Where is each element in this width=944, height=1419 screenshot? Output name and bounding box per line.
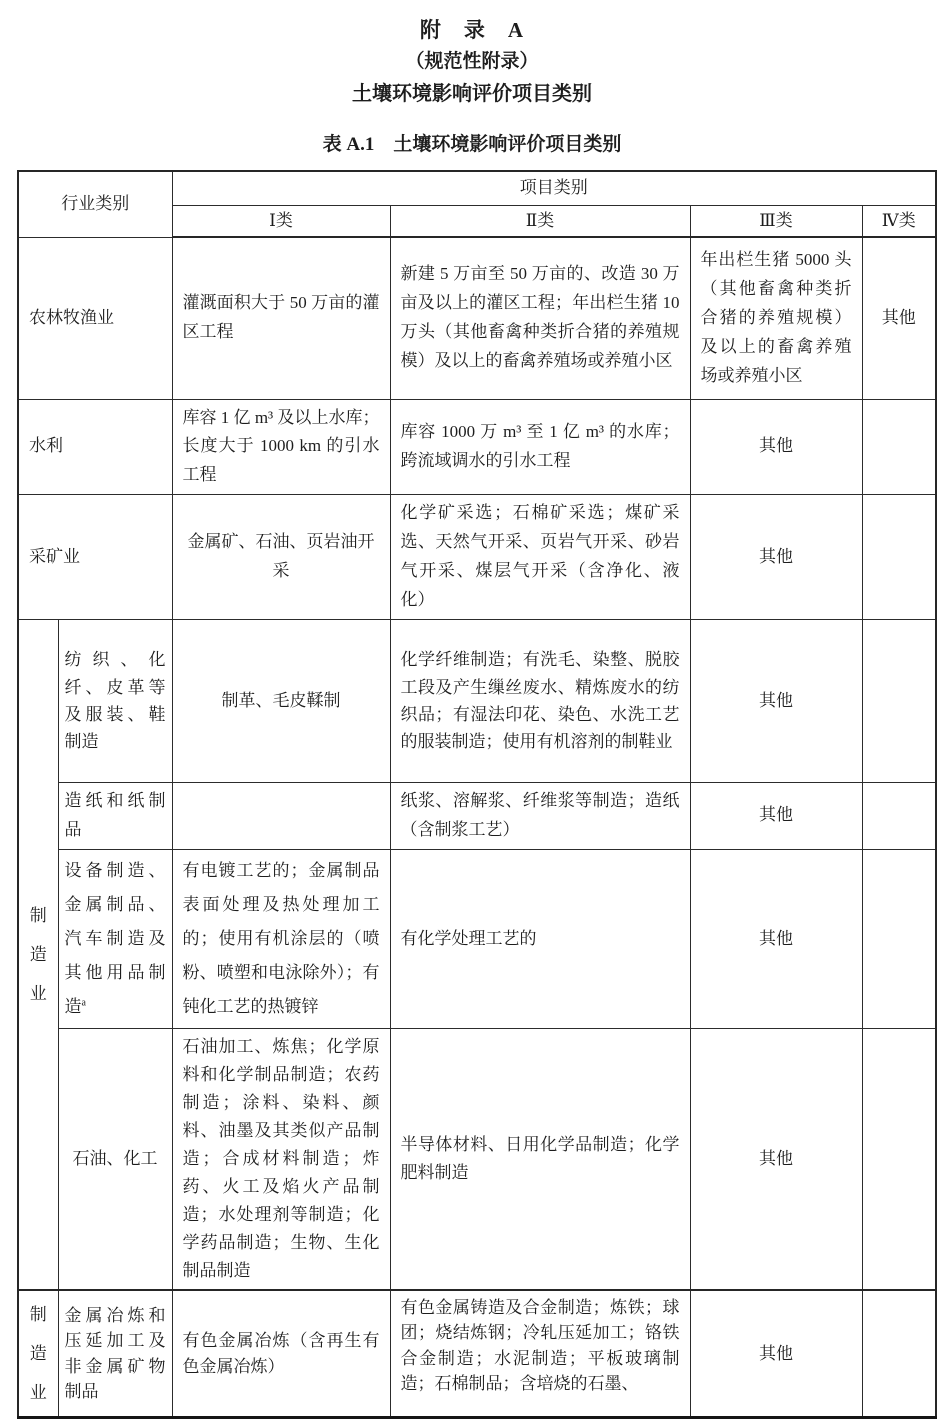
table-row xyxy=(18,1290,936,1418)
cell-agriculture-class3: 年出栏生猪 5000 头（其他畜禽种类折合猪的养殖规模）及以上的畜禽养殖场或养殖小区 xyxy=(690,237,862,399)
cell-textile-class3: 其他 xyxy=(690,619,862,782)
table-row xyxy=(18,399,936,495)
cell-metallurgy-class2-text: 有色金属铸造及合金制造；炼铁；球团；烧结炼钢；冷轧压延加工；铬铁合金制造；水泥制造；平板玻璃制造；石棉制品；含培烧的石墨、 xyxy=(400,1297,680,1394)
industry-manufacturing2-label xyxy=(18,1290,58,1418)
industry-agriculture: 农林牧渔业 xyxy=(18,237,172,399)
industry-manufacturing-label xyxy=(18,619,58,1290)
cell-water-class2: 库容 1000 万 m³ 至 1 亿 m³ 的水库；跨流域调水的引水工程 xyxy=(390,399,690,495)
cell-petrochemical-class2: 半导体材料、日用化学品制造；化学肥料制造 xyxy=(390,1028,690,1290)
cell-agriculture-class4: 其他 xyxy=(862,237,936,399)
header-project-category: 项目类别 xyxy=(172,171,936,205)
table-row xyxy=(18,782,936,849)
cell-equipment-class4-empty xyxy=(862,849,936,1028)
table-row xyxy=(18,237,936,399)
appendix-title: 附 录 A xyxy=(419,18,525,42)
appendix-heading: 土壤环境影响评价项目类别 xyxy=(352,83,592,105)
cell-water-class4-empty xyxy=(862,399,936,495)
industry-textile: 纺织、化纤、皮革等及服装、鞋制造 xyxy=(58,619,172,782)
industry-water: 水利 xyxy=(18,399,172,495)
cell-agriculture-class1: 灌溉面积大于 50 万亩的灌区工程 xyxy=(172,237,390,399)
header-class-4: Ⅳ类 xyxy=(862,205,936,237)
header-class-3: Ⅲ类 xyxy=(690,205,862,237)
industry-mining: 采矿业 xyxy=(18,495,172,620)
cell-metallurgy-class2 xyxy=(390,1290,690,1418)
cell-equipment-class1: 有电镀工艺的；金属制品表面处理及热处理加工的；使用有机涂层的（喷粉、喷塑和电泳除外）；有钝化工艺的热镀锌 xyxy=(172,849,390,1028)
cell-mining-class3: 其他 xyxy=(690,495,862,620)
industry-equipment-text: 设备制造、金属制品、汽车制造及其他用品制造 xyxy=(64,860,166,1016)
cell-equipment-class2: 有化学处理工艺的 xyxy=(390,849,690,1028)
cell-metallurgy-class4-empty xyxy=(862,1290,936,1418)
cell-agriculture-class2: 新建 5 万亩至 50 万亩的、改造 30 万亩及以上的灌区工程；年出栏生猪 10 万头（其他畜禽种类折合猪的养殖规模）及以上的畜禽养殖场或养殖小区 xyxy=(390,237,690,399)
cell-metallurgy-class3: 其他 xyxy=(690,1290,862,1418)
cell-textile-class1: 制革、毛皮鞣制 xyxy=(172,619,390,782)
cell-equipment-class3: 其他 xyxy=(690,849,862,1028)
table-row xyxy=(18,495,936,620)
cell-mining-class4-empty xyxy=(862,495,936,620)
header-class-1: Ⅰ类 xyxy=(172,205,390,237)
cell-paper-class4-empty xyxy=(862,782,936,849)
industry-metallurgy: 金属冶炼和压延加工及非金属矿物制品 xyxy=(58,1290,172,1418)
table-caption: 表 A.1 土壤环境影响评价项目类别 xyxy=(322,134,622,155)
cell-textile-class2: 化学纤维制造；有洗毛、染整、脱胶工段及产生缫丝废水、精炼废水的纺织品；有湿法印花、染色、水洗工艺的服装制造；使用有机溶剂的制鞋业 xyxy=(390,619,690,782)
manufacturing2-vertical-text: 制造业 xyxy=(29,1305,47,1403)
manufacturing-vertical-text: 制造业 xyxy=(29,905,47,1003)
document-header xyxy=(0,0,944,110)
table-header-row-1 xyxy=(18,171,936,205)
cell-paper-class2: 纸浆、溶解浆、纤维浆等制造；造纸（含制浆工艺） xyxy=(390,782,690,849)
cell-metallurgy-class1: 有色金属冶炼（含再生有色金属冶炼） xyxy=(172,1290,390,1418)
category-table xyxy=(17,170,937,1419)
cell-water-class1: 库容 1 亿 m³ 及以上水库；长度大于 1000 km 的引水工程 xyxy=(172,399,390,495)
cell-petrochemical-class4-empty xyxy=(862,1028,936,1290)
cell-textile-class4-empty xyxy=(862,619,936,782)
cell-petrochemical-class3: 其他 xyxy=(690,1028,862,1290)
cell-petrochemical-class1: 石油加工、炼焦；化学原料和化学制品制造；农药制造；涂料、染料、颜料、油墨及其类似产品制造；合成材料制造；炸药、火工及焰火产品制造；水处理剂等制造；化学药品制造；生物、生化制品制造 xyxy=(172,1028,390,1290)
cell-mining-class2: 化学矿采选；石棉矿采选；煤矿采选、天然气开采、页岩气开采、砂岩气开采、煤层气开采（含净化、液化） xyxy=(390,495,690,620)
cell-mining-class1: 金属矿、石油、页岩油开采 xyxy=(172,495,390,620)
cell-paper-class3: 其他 xyxy=(690,782,862,849)
cell-water-class3: 其他 xyxy=(690,399,862,495)
appendix-subtitle: （规范性附录） xyxy=(405,51,539,72)
table-row xyxy=(18,849,936,1028)
table-row xyxy=(18,619,936,782)
industry-petrochemical: 石油、化工 xyxy=(58,1028,172,1290)
industry-equipment xyxy=(58,849,172,1028)
footnote-marker-a: a xyxy=(81,996,86,1008)
header-industry-category: 行业类别 xyxy=(18,171,172,237)
industry-paper: 造纸和纸制品 xyxy=(58,782,172,849)
table-row xyxy=(18,1028,936,1290)
cell-paper-class1-empty xyxy=(172,782,390,849)
header-class-2: Ⅱ类 xyxy=(390,205,690,237)
